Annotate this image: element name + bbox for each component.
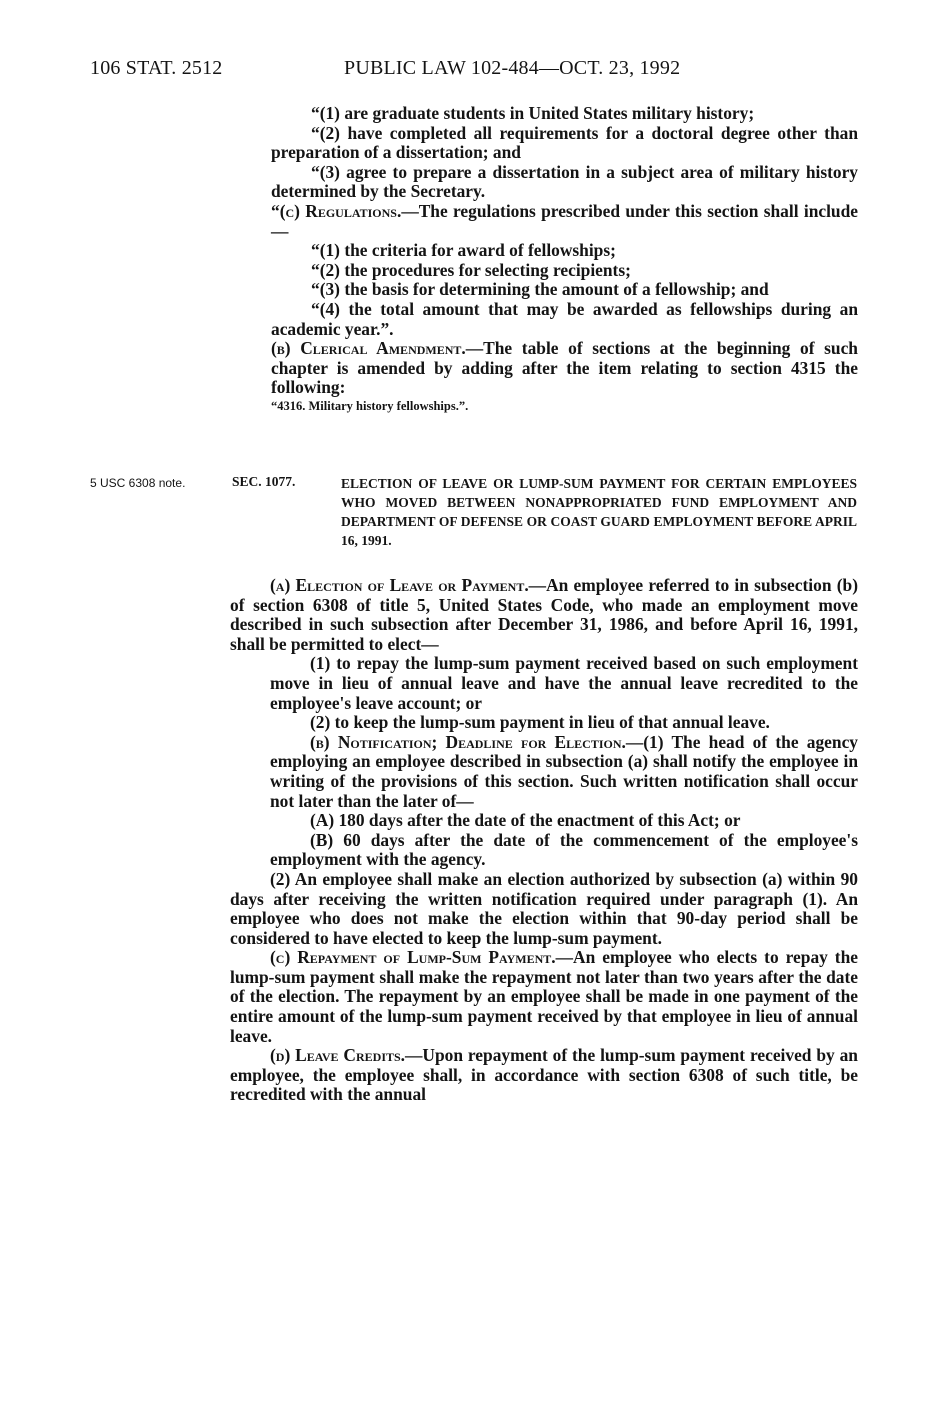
section-label: SEC. 1077.: [232, 474, 296, 489]
regulation-item-4: “(4) the total amount that may be awarded as fellowships during an academic year.”.: [271, 298, 858, 339]
subsection-b-heading: (b) Notification; Deadline for Election.: [310, 731, 626, 752]
clerical-amendment-text: —The table of sections at the beginning of such chapter is amended by adding after the item relating to section 4315 the following:: [271, 338, 858, 398]
running-head: PUBLIC LAW 102-484—OCT. 23, 1992: [344, 57, 681, 79]
election-option-2: (2) to keep the lump-sum payment in lieu of that annual leave.: [310, 712, 770, 733]
deadline-option-A: (A) 180 days after the date of the enactment of this Act; or: [310, 810, 741, 831]
page-stat-number: 106 STAT. 2512: [90, 57, 223, 79]
clerical-amendment-heading: (b) Clerical Amendment.: [271, 338, 466, 359]
subsection-c: [271, 202, 858, 241]
table-of-sections-item: “4316. Military history fellowships.”.: [271, 398, 469, 413]
subsection-c-repayment: [230, 948, 858, 1046]
section-title: ELECTION OF LEAVE OR LUMP-SUM PAYMENT FOR CERTAIN EMPLOYEES WHO MOVED BETWEEN NONAPPROPRIATED FUND EMPLOYMENT AND DEPARTMENT OF DEFENSE OR COAST GUARD EMPLOYMENT BEFORE APRIL 16, 1991.: [341, 476, 857, 548]
election-option-1: (1) to repay the lump-sum payment received based on such employment move in lieu of annual leave and have the annual leave recredited to the employee's leave account; or: [270, 653, 858, 713]
margin-note: 5 USC 6308 note.: [90, 476, 186, 490]
subsection-b: [270, 733, 858, 811]
subsection-c-text: —The regulations prescribed under this section shall include—: [271, 200, 858, 241]
continued-text-block: [271, 104, 858, 414]
subsection-d-text: —Upon repayment of the lump-sum payment received by an employee, the employee shall, in accordance with section 6308 of such title, be recredited with the annual: [230, 1045, 858, 1105]
subsection-d-heading: (d) Leave Credits.: [270, 1045, 406, 1066]
section-body: [230, 576, 858, 1105]
regulation-item-1: “(1) the criteria for award of fellowships;: [311, 240, 616, 261]
subsection-c-repayment-heading: (c) Repayment of Lump-Sum Payment.: [270, 947, 556, 968]
subsection-b-paragraph-2: (2) An employee shall make an election authorized by subsection (a) within 90 days after receiving the written notification required under paragraph (1). An employee who does not make the election within that 90-day period shall be considered to have elected to keep the lump-sum payment.: [230, 868, 858, 948]
paragraph-1: “(1) are graduate students in United States military history;: [311, 103, 755, 123]
subsection-c-repayment-text: —An employee who elects to repay the lump-sum payment shall make the repayment not later than two years after the date of the election. The repayment by an employee shall be made in one payment of the entire amount of the lump-sum payment received by that employee in lieu of annual leave.: [230, 947, 858, 1046]
subsection-a-heading: (a) Election of Leave or Payment.: [270, 575, 529, 595]
regulation-item-3: “(3) the basis for determining the amount of a fellowship; and: [311, 279, 769, 300]
regulation-item-2: “(2) the procedures for selecting recipients;: [311, 259, 631, 280]
subsection-b-text: —(1) The head of the agency employing an employee described in subsection (a) shall notify the employee in writing of the provisions of this section. Such written notification shall occur not later than the later of—: [270, 731, 858, 811]
subsection-c-heading: “(c) Regulations.: [271, 200, 402, 221]
paragraph-3: “(3) agree to prepare a dissertation in a subject area of military history determined by the Secretary.: [271, 161, 858, 202]
deadline-option-B: (B) 60 days after the date of the commencement of the employee's employment with the agency.: [270, 829, 858, 870]
clerical-amendment: [271, 339, 858, 398]
subsection-a: [230, 576, 858, 654]
subsection-d: [230, 1046, 858, 1105]
subsection-a-text: —An employee referred to in subsection (b) of section 6308 of title 5, United States Code, who made an employment move described in such subsection after December 31, 1986, and before April 16, 1991, shall be permitted to elect—: [230, 575, 858, 654]
paragraph-2: “(2) have completed all requirements for a doctoral degree other than preparation of a dissertation; and: [271, 122, 858, 163]
